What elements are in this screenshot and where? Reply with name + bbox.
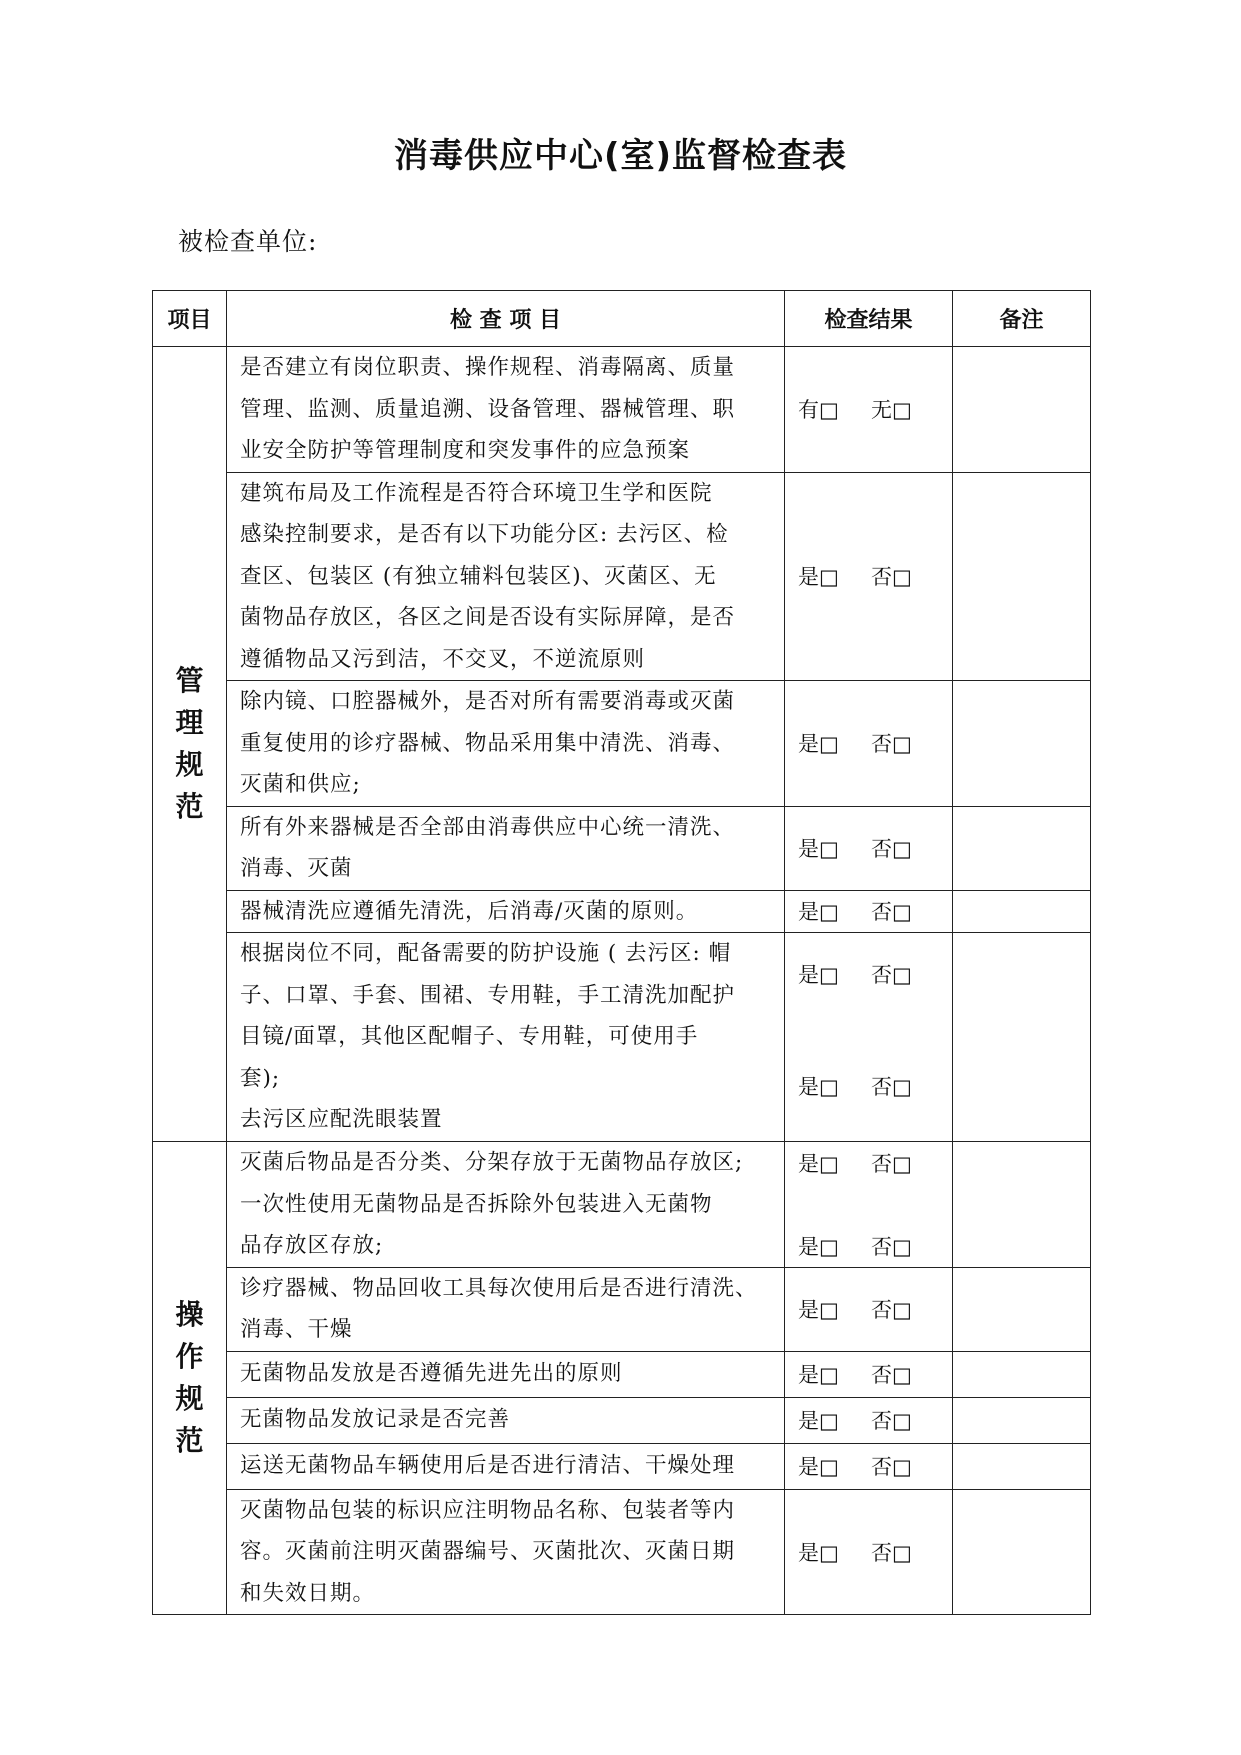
check-item-line: 目镜/面罩，其他区配帽子、专用鞋，可使用手 <box>240 1024 699 1050</box>
check-result <box>785 890 953 933</box>
check-item <box>227 1267 785 1351</box>
check-item-line: 套); <box>240 1065 281 1091</box>
yes-checkbox[interactable]: 是□ <box>798 1409 839 1433</box>
table-row <box>153 681 1091 807</box>
category-operation <box>153 1142 227 1615</box>
check-item-line: 菌物品存放区，各区之间是否设有实际屏障，是否 <box>240 605 736 630</box>
check-result <box>785 1443 953 1489</box>
category-management <box>153 347 227 1142</box>
category-char: 范 <box>175 1424 204 1457</box>
check-item-line: 查区、包装区 (有独立辅料包装区)、灭菌区、无 <box>240 563 717 589</box>
table-body <box>153 347 1091 1615</box>
check-result <box>785 1351 953 1397</box>
no-checkbox[interactable]: 否□ <box>871 900 912 925</box>
no-checkbox[interactable]: 否□ <box>871 962 912 987</box>
table-row <box>153 472 1091 681</box>
check-item-line: 是否建立有岗位职责、操作规程、消毒隔离、质量 <box>240 355 736 380</box>
header-item: 检 查 项 目 <box>227 291 785 347</box>
check-item <box>227 1351 785 1397</box>
note-cell[interactable] <box>953 1489 1091 1615</box>
note-cell[interactable] <box>953 1443 1091 1489</box>
check-result <box>785 806 953 890</box>
check-item-line: 消毒、灭菌 <box>240 856 353 881</box>
check-item-line: 建筑布局及工作流程是否符合环境卫生学和医院 <box>240 480 713 506</box>
category-char: 范 <box>175 790 204 823</box>
result-options <box>798 891 952 933</box>
result-options <box>798 1142 952 1184</box>
no-checkbox[interactable]: 否□ <box>871 1151 912 1176</box>
check-item-line: 遵循物品又污到洁，不交叉，不逆流原则 <box>240 646 646 672</box>
yes-checkbox[interactable]: 是□ <box>798 1151 839 1176</box>
check-item <box>227 1443 785 1489</box>
check-item-line: 诊疗器械、物品回收工具每次使用后是否进行清洗、 <box>240 1275 758 1301</box>
result-options <box>798 1531 952 1573</box>
yes-checkbox[interactable]: 是□ <box>798 962 839 987</box>
check-item <box>227 806 785 890</box>
result-options <box>798 1066 952 1108</box>
note-cell[interactable] <box>953 890 1091 933</box>
check-result <box>785 347 953 473</box>
check-item <box>227 1397 785 1443</box>
table-row <box>153 1443 1091 1489</box>
result-options <box>798 1445 952 1487</box>
note-cell[interactable] <box>953 681 1091 807</box>
check-item <box>227 347 785 473</box>
category-char: 操 <box>175 1298 204 1331</box>
check-item <box>227 933 785 1142</box>
yes-checkbox[interactable]: 是□ <box>798 732 839 757</box>
no-checkbox[interactable]: 否□ <box>871 732 912 757</box>
note-cell[interactable] <box>953 347 1091 473</box>
check-item-line: 灭菌物品包装的标识应注明物品名称、包装者等内 <box>240 1497 736 1523</box>
no-checkbox[interactable]: 无□ <box>871 398 912 423</box>
result-options <box>798 827 952 869</box>
result-options <box>798 1225 952 1267</box>
table-row <box>153 806 1091 890</box>
yes-checkbox[interactable]: 是□ <box>798 1540 839 1565</box>
check-item-line: 无菌物品发放是否遵循先进先出的原则 <box>240 1361 623 1387</box>
table-row <box>153 1397 1091 1443</box>
note-cell[interactable] <box>953 1351 1091 1397</box>
check-result <box>785 1142 953 1268</box>
no-checkbox[interactable]: 否□ <box>871 1409 912 1433</box>
check-item-line: 灭菌后物品是否分类、分架存放于无菌物品存放区; <box>240 1150 744 1175</box>
table-row <box>153 1267 1091 1351</box>
check-item <box>227 1142 785 1268</box>
no-checkbox[interactable]: 否□ <box>871 565 912 590</box>
check-result <box>785 1489 953 1615</box>
yes-checkbox[interactable]: 是□ <box>798 1455 839 1479</box>
no-checkbox[interactable]: 否□ <box>871 1363 912 1387</box>
check-item-line: 除内镜、口腔器械外，是否对所有需要消毒或灭菌 <box>240 689 736 714</box>
check-result <box>785 472 953 681</box>
header-note: 备注 <box>953 291 1091 347</box>
yes-checkbox[interactable]: 有□ <box>798 398 839 423</box>
page-title: 消毒供应中心(室)监督检查表 <box>393 136 848 176</box>
no-checkbox[interactable]: 否□ <box>871 837 912 861</box>
category-char: 理 <box>175 706 204 739</box>
table-row <box>153 1351 1091 1397</box>
check-item-line: 重复使用的诊疗器械、物品采用集中清洗、消毒、 <box>240 730 736 756</box>
check-item <box>227 472 785 681</box>
no-checkbox[interactable]: 否□ <box>871 1298 912 1322</box>
no-checkbox[interactable]: 否□ <box>871 1540 912 1565</box>
table-row <box>153 1142 1091 1268</box>
table-row <box>153 347 1091 473</box>
check-item-line: 去污区应配洗眼装置 <box>240 1107 443 1133</box>
check-item-line: 业安全防护等管理制度和突发事件的应急预案 <box>240 438 691 463</box>
check-item-line: 运送无菌物品车辆使用后是否进行清洁、干燥处理 <box>240 1453 736 1479</box>
check-item-line: 容。灭菌前注明灭菌器编号、灭菌批次、灭菌日期 <box>240 1539 736 1564</box>
table-header-row <box>153 291 1091 347</box>
no-checkbox[interactable]: 否□ <box>871 1234 912 1259</box>
table-row <box>153 1489 1091 1615</box>
check-item <box>227 890 785 933</box>
inspected-unit-label: 被检查单位: <box>178 227 318 256</box>
check-item-line: 感染控制要求，是否有以下功能分区: 去污区、检 <box>240 522 729 547</box>
category-char: 规 <box>175 1382 204 1415</box>
header-result: 检查结果 <box>785 291 953 347</box>
check-item-line: 一次性使用无菌物品是否拆除外包装进入无菌物 <box>240 1191 713 1217</box>
check-result <box>785 681 953 807</box>
note-cell[interactable] <box>953 933 1091 1142</box>
yes-checkbox[interactable]: 是□ <box>798 565 839 590</box>
note-cell[interactable] <box>953 806 1091 890</box>
result-options <box>798 556 952 598</box>
table-row <box>153 890 1091 933</box>
check-item-line: 器械清洗应遵循先清洗，后消毒/灭菌的原则。 <box>240 898 699 924</box>
yes-checkbox[interactable]: 是□ <box>798 1298 839 1322</box>
check-item-line: 无菌物品发放记录是否完善 <box>240 1407 511 1433</box>
check-result <box>785 1397 953 1443</box>
check-item-line: 消毒、干燥 <box>240 1317 353 1342</box>
check-item-line: 所有外来器械是否全部由消毒供应中心统一清洗、 <box>240 814 736 840</box>
note-cell[interactable] <box>953 1142 1091 1268</box>
check-item-line: 子、口罩、手套、围裙、专用鞋，手工清洗加配护 <box>240 982 736 1008</box>
check-result <box>785 1267 953 1351</box>
result-options <box>798 953 952 995</box>
yes-checkbox[interactable]: 是□ <box>798 1363 839 1387</box>
check-item-line: 灭菌和供应; <box>240 772 361 797</box>
yes-checkbox[interactable]: 是□ <box>798 1234 839 1259</box>
result-options <box>798 723 952 765</box>
table-row <box>153 933 1091 1142</box>
check-item-line: 品存放区存放; <box>240 1233 384 1258</box>
check-item-line: 和失效日期。 <box>240 1580 376 1606</box>
note-cell[interactable] <box>953 1267 1091 1351</box>
check-item <box>227 1489 785 1615</box>
check-item-line: 管理、监测、质量追溯、设备管理、器械管理、职 <box>240 396 736 422</box>
category-char: 规 <box>175 748 204 781</box>
category-char: 作 <box>175 1340 204 1373</box>
check-item-line: 根据岗位不同，配备需要的防护设施 ( 去污区: 帽 <box>240 941 732 967</box>
yes-checkbox[interactable]: 是□ <box>798 837 839 861</box>
no-checkbox[interactable]: 否□ <box>871 1455 912 1479</box>
inspection-table <box>152 290 1091 1615</box>
result-options <box>798 1399 952 1441</box>
note-cell[interactable] <box>953 472 1091 681</box>
result-options <box>798 1353 952 1395</box>
check-item <box>227 681 785 807</box>
yes-checkbox[interactable]: 是□ <box>798 1075 839 1100</box>
category-char: 管 <box>175 664 204 697</box>
no-checkbox[interactable]: 否□ <box>871 1075 912 1100</box>
result-options <box>798 1288 952 1330</box>
check-result <box>785 933 953 1142</box>
note-cell[interactable] <box>953 1397 1091 1443</box>
header-category: 项目 <box>153 291 227 347</box>
result-options <box>798 389 952 431</box>
yes-checkbox[interactable]: 是□ <box>798 900 839 925</box>
